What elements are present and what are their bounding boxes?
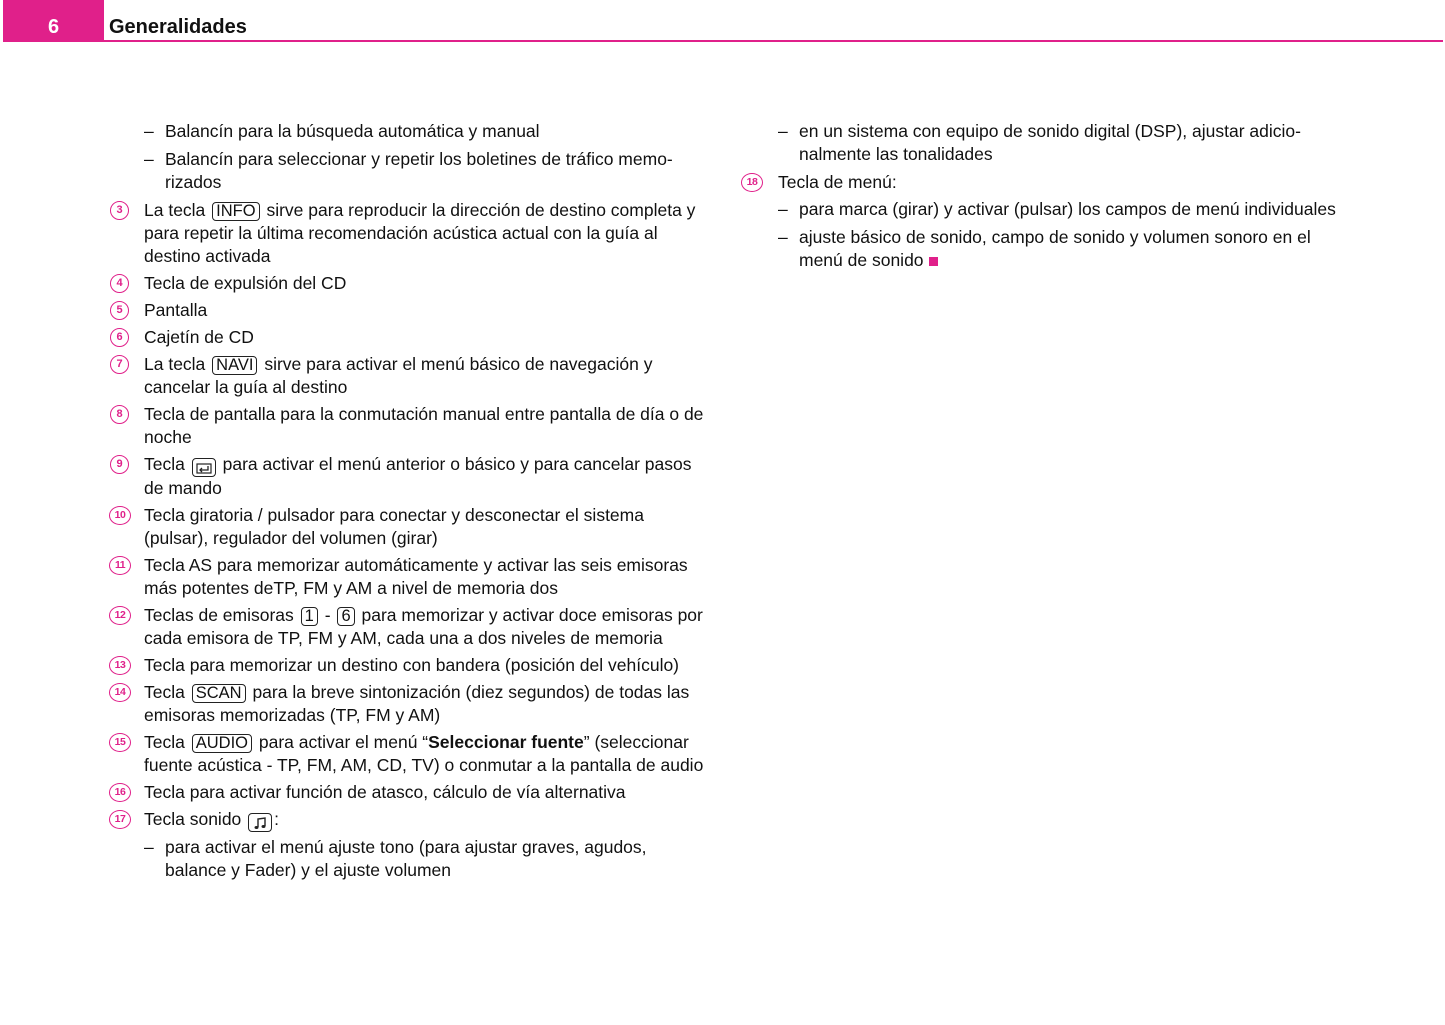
legend-item-10: 10 Tecla giratoria / pulsador para conectar y desconectar el sistema (pulsar), regulador del volumen (girar) [110, 504, 710, 550]
legend-number: 8 [110, 405, 129, 424]
dash-bullet: – [778, 199, 788, 219]
page-header [0, 0, 1445, 44]
left-column [110, 120, 710, 887]
right-column [742, 120, 1342, 277]
menu-name: Seleccionar fuente [428, 732, 584, 752]
dash-bullet: – [778, 227, 788, 247]
legend-item-4: 4 Tecla de expulsión del CD [110, 272, 710, 295]
legend-item-13: 13 Tecla para memorizar un destino con bandera (posición del vehículo) [110, 654, 710, 677]
list-item [742, 198, 1342, 221]
legend-item-7: 7 La tecla NAVI sirve para activar el menú básico de navegación y cancelar la guía al destino [110, 353, 710, 399]
legend-number: 15 [109, 733, 131, 752]
page-number: 6 [48, 16, 60, 38]
dash-bullet: – [144, 121, 154, 141]
legend-item-17: 17 Tecla sonido : [110, 808, 710, 832]
scan-key: SCAN [192, 684, 246, 703]
list-item-text: ajuste básico de sonido, campo de sonido y volumen sonoro en el menú de sonido [799, 227, 1311, 270]
list-item [110, 836, 710, 882]
legend-number: 6 [110, 328, 129, 347]
end-of-section-marker [929, 257, 938, 266]
navi-key: NAVI [212, 356, 257, 375]
section-title: Generalidades [109, 16, 247, 38]
legend-number: 12 [109, 606, 131, 625]
return-key-icon [192, 458, 216, 477]
list-item [110, 120, 710, 143]
list-item-text: Balancín para seleccionar y repetir los boletines de tráfico memorizados [165, 149, 673, 192]
legend-number: 10 [109, 506, 131, 525]
legend-number: 3 [110, 201, 129, 220]
dash-bullet: – [144, 149, 154, 169]
info-key: INFO [212, 202, 259, 221]
legend-number: 17 [109, 810, 131, 829]
legend-item-11: 11 Tecla AS para memorizar automáticamente y activar las seis emisoras más potentes deTP, FM y AM a nivel de memoria dos [110, 554, 710, 600]
list-item-text: en un sistema con equipo de sonido digital (DSP), ajustar adicionalmente las tonalidades [799, 121, 1301, 164]
music-note-icon [248, 813, 272, 832]
legend-item-6: 6 Cajetín de CD [110, 326, 710, 349]
list-item [110, 148, 710, 194]
legend-number: 5 [110, 301, 129, 320]
legend-item-18: 18 Tecla de menú: [742, 171, 1342, 194]
legend-number: 13 [109, 656, 131, 675]
legend-number: 18 [741, 173, 763, 192]
list-item [742, 226, 1342, 272]
header-rule [104, 40, 1443, 42]
legend-item-12: 12 Teclas de emisoras 1 - 6 para memorizar y activar doce emisoras por cada emisora de TP, FM y AM, cada una a dos niveles de memoria [110, 604, 710, 650]
legend-item-14: 14 Tecla SCAN para la breve sintonización (diez segundos) de todas las emisoras memorizadas (TP, FM y AM) [110, 681, 710, 727]
legend-number: 16 [109, 783, 131, 802]
legend-number: 11 [109, 556, 131, 575]
legend-item-16: 16 Tecla para activar función de atasco, cálculo de vía alternativa [110, 781, 710, 804]
list-item-text: Balancín para la búsqueda automática y manual [165, 121, 540, 141]
legend-item-3: 3 La tecla INFO sirve para reproducir la dirección de destino completa y para repetir la última recomendación acústica actual con la guía al destino activada [110, 199, 710, 268]
legend-item-15: 15 Tecla AUDIO para activar el menú “Seleccionar fuente” (seleccionar fuente acústica - TP, FM, AM, CD, TV) o conmutar a la pantalla de audio [110, 731, 710, 777]
legend-number: 7 [110, 355, 129, 374]
legend-number: 4 [110, 274, 129, 293]
list-item-text: para marca (girar) y activar (pulsar) los campos de menú individuales [799, 199, 1336, 219]
legend-number: 9 [110, 455, 129, 474]
station-key-1: 1 [301, 607, 318, 626]
station-key-6: 6 [337, 607, 354, 626]
legend-item-8: 8 Tecla de pantalla para la conmutación manual entre pantalla de día o de noche [110, 403, 710, 449]
audio-key: AUDIO [192, 734, 252, 753]
legend-item-5: 5 Pantalla [110, 299, 710, 322]
list-item [742, 120, 1342, 166]
legend-number: 14 [109, 683, 131, 702]
list-item-text: para activar el menú ajuste tono (para ajustar graves, agudos, balance y Fader) y el ajuste volumen [165, 837, 647, 880]
legend-item-9: 9 Tecla para activar el menú anterior o básico y para cancelar pasos de mando [110, 453, 710, 500]
dash-bullet: – [778, 121, 788, 141]
dash-bullet: – [144, 837, 154, 857]
